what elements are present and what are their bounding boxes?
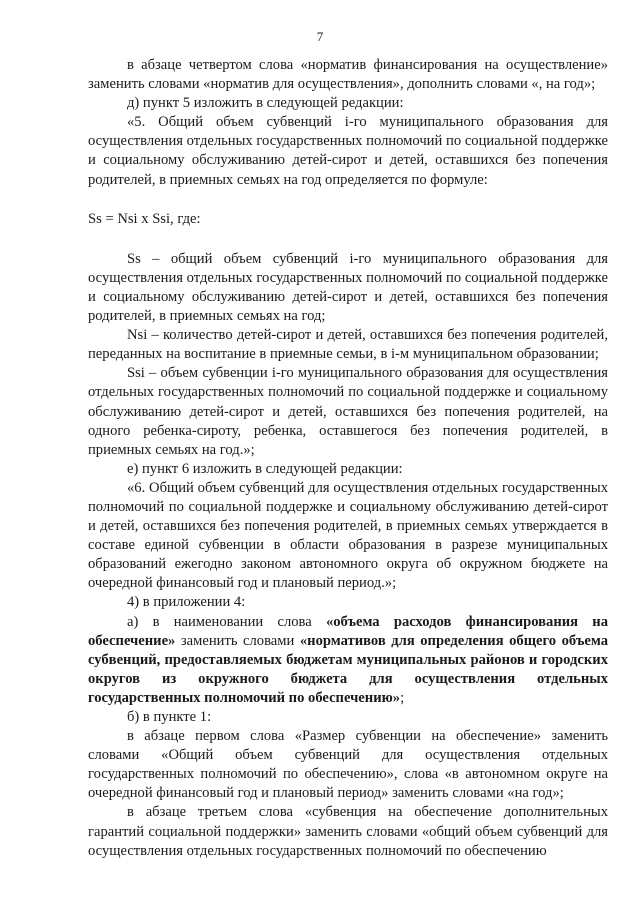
document-body: [88, 56, 608, 861]
paragraph-2: д) пункт 5 изложить в следующей редакции:: [127, 95, 404, 112]
paragraph-ss-definition: Ss – общий объем субвенций i-го муниципального образования для осуществления отдельных государственных полномочий по социальной поддержке и социальному обслуживанию детей-сирот и детей, оставшихся без попечения родителей, в приемных семьях на год;: [88, 250, 608, 325]
paragraph-10-bold-2: «нормативов для определения общего объема субвенций, предоставляемых бюджетам муниципальных районов и городских округов из окружного бюджета для осуществления отдельных государственных полномочий по обеспечению»: [88, 632, 608, 706]
formula: Ss = Nsi x Ssi, где:: [88, 210, 201, 227]
paragraph-10-text-2: заменить словами: [175, 632, 300, 649]
paragraph-10: [88, 613, 608, 708]
paragraph-1: в абзаце четвертом слова «норматив финансирования на осуществление» заменить словами «норматив для осуществления», дополнить словами «, на год»;: [88, 57, 608, 93]
paragraph-12: в абзаце первом слова «Размер субвенции на обеспечение» заменить словами «Общий объем субвенций для осуществления отдельных государственных полномочий по обеспечению», слова «в автономном округе на очередной финансовый год и плановый период» заменить словами «на год»;: [88, 728, 608, 802]
paragraph-7: е) пункт 6 изложить в следующей редакции:: [127, 460, 403, 477]
paragraph-3: «5. Общий объем субвенций i-го муниципального образования для осуществления отдельных государственных полномочий по социальной поддержке и социальному обслуживанию детей-сирот и детей, оставшихся без попечения родителей, в приемных семьях на год определяется по формуле:: [88, 114, 608, 188]
paragraph-10-text-1: а) в наименовании слова: [127, 613, 326, 630]
paragraph-10-text-3: ;: [400, 689, 405, 706]
page-number: 7: [316, 29, 324, 44]
paragraph-8: «6. Общий объем субвенций для осуществления отдельных государственных полномочий по социальной поддержке и социальному обслуживанию детей-сирот и детей, оставшихся без попечения родителей, в приемных семьях утверждается в составе единой субвенции в области образования в разрезе муниципальных образований ежегодно законом автономного округа об окружном бюджете на очередной финансовый год и плановый период.»;: [88, 479, 608, 592]
paragraph-9: 4) в приложении 4:: [127, 594, 246, 611]
paragraph-10-bold-1: «объема расходов финансирования на обеспечение»: [88, 613, 608, 649]
paragraph-13: в абзаце третьем слова «субвенция на обеспечение дополнительных гарантий социальной поддержки» заменить словами «общий объем субвенций для осуществления отдельных государственных полномочий по обеспечению: [88, 804, 608, 859]
paragraph-nsi-definition: Nsi – количество детей-сирот и детей, оставшихся без попечения родителей, переданных на воспитание в приемные семьи, в i-м муниципальном образовании;: [88, 327, 608, 363]
paragraph-ssi-definition: Ssi – объем субвенции i-го муниципального образования для осуществления отдельных государственных полномочий по социальной поддержке и социальному обслуживанию детей-сирот и детей, оставшихся без попечения родителей, на одного ребенка-сироту, ребенка, оставшегося без попечения родителей, в приемных семьях на год.»;: [88, 365, 608, 458]
paragraph-11: б) в пункте 1:: [127, 709, 212, 725]
